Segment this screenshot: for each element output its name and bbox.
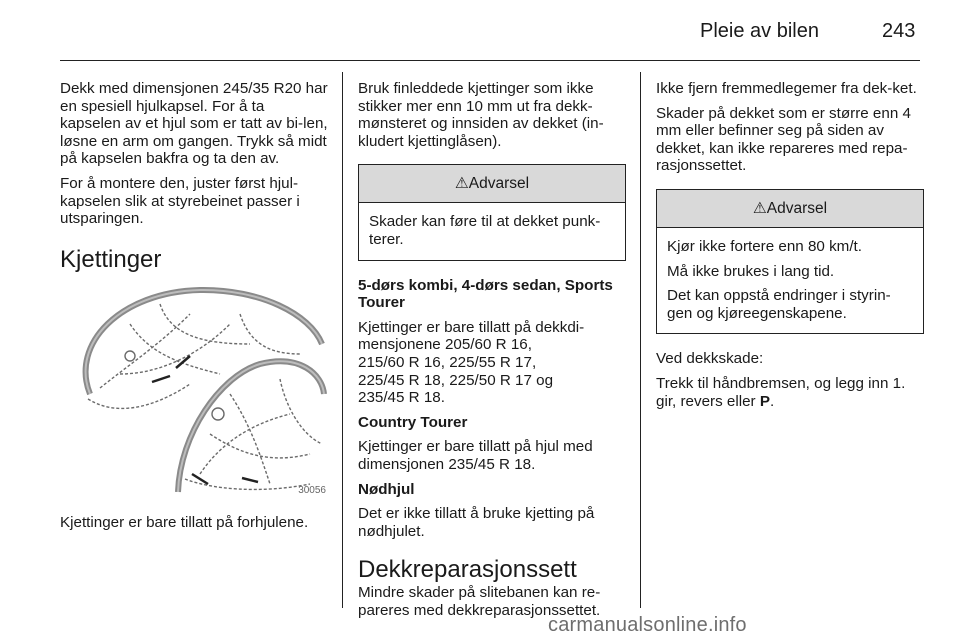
page-number: 243 [882,20,916,42]
tyre-sizes-line: mensjonene 205/60 R 16, [358,336,532,354]
handbrake-text-end: . [769,392,775,410]
paragraph-handbrake [656,375,924,410]
warning-body [657,228,923,333]
watermark: carmanualsonline.info [548,614,747,636]
warning-triangle-icon: ⚠ [752,199,767,217]
figure-code: 30056 [298,485,326,497]
warning-item: Det kan oppstå endringer i styrin-gen og kjøreegenskapene. [667,287,891,322]
warning-text: Skader kan føre til at dekket punk-terer. [369,213,601,248]
snow-chains-illustration [60,284,328,502]
paragraph-country-tourer: Kjettinger er bare tillatt på hjul med dimensjonen 235/45 R 18. [358,438,593,473]
paragraph-repair-kit: Mindre skader på slitebanen kan re-pareres med dekkreparasjonssettet. [358,584,601,619]
section-heading-repair-kit: Dekkreparasjonssett [358,556,577,584]
warning-item: Må ikke brukes i lang tid. [667,262,835,280]
paragraph-foreign-objects: Ikke fjern fremmedlegemer fra dek-ket. [656,80,917,97]
paragraph-tyre-sizes [358,319,626,407]
column-2 [358,80,626,626]
tyre-sizes-line: 225/45 R 18, 225/50 R 17 og [358,371,554,389]
section-heading-chains: Kjettinger [60,245,162,273]
subheading-models: 5-dørs kombi, 4-dørs sedan, Sports Tourer [358,276,613,312]
warning-body [359,203,625,259]
figure-caption: Kjettinger er bare tillatt på forhjulene. [60,513,309,531]
warning-item: Kjør ikke fortere enn 80 km/t. [667,237,862,255]
paragraph-hubcap-mount: For å montere den, juster først hjul-kapselen slik at styrebeinet passer i utsparingen. [60,174,300,228]
handbrake-text: Trekk til håndbremsen, og legg inn 1. gir, revers eller [656,374,906,410]
warning-triangle-icon: ⚠ [454,175,469,193]
warning-header [359,165,625,203]
warning-box-puncture [358,164,626,260]
column-3 [656,80,924,417]
tyre-sizes-line: Kjettinger er bare tillatt på dekkdi- [358,318,585,336]
header-rule [60,60,920,61]
warning-title: Advarsel [766,199,828,217]
warning-box-driving [656,189,924,334]
paragraph-tyre-damage: Ved dekkskade: [656,350,764,368]
column-divider-2 [640,72,641,608]
column-divider-1 [342,72,343,608]
snow-chains-figure [60,284,328,502]
paragraph-spare-wheel: Det er ikke tillatt å bruke kjetting på nødhjulet. [358,505,595,540]
header-title: Pleie av bilen [700,20,819,42]
subheading-spare-wheel: Nødhjul [358,480,415,498]
park-gear-label: P [759,392,770,410]
paragraph-damage-limits: Skader på dekket som er større enn 4 mm eller befinner seg på siden av dekket, kan ikke repareres med repa-rasjonssettet. [656,104,911,175]
warning-title: Advarsel [468,175,530,193]
paragraph-chain-type: Bruk finleddede kjettinger som ikke stikker mer enn 10 mm ut fra dekk-mønsteret og innsiden av dekket (in-kludert kjettinglåsen). [358,80,604,150]
tyre-sizes-line: 235/45 R 18. [358,389,445,407]
column-1 [60,80,328,538]
paragraph-hubcap: Dekk med dimensjonen 245/35 R20 har en spesiell hjulkapsel. For å ta kapselen av et hjul som er tatt av bi-len, løsne en arm om gangen. Trykk så midt på kapselen bakfra og ta den av. [60,80,328,168]
subheading-country-tourer: Country Tourer [358,413,468,431]
tyre-sizes-line: 215/60 R 16, 225/55 R 17, [358,353,537,371]
warning-header [657,190,923,228]
